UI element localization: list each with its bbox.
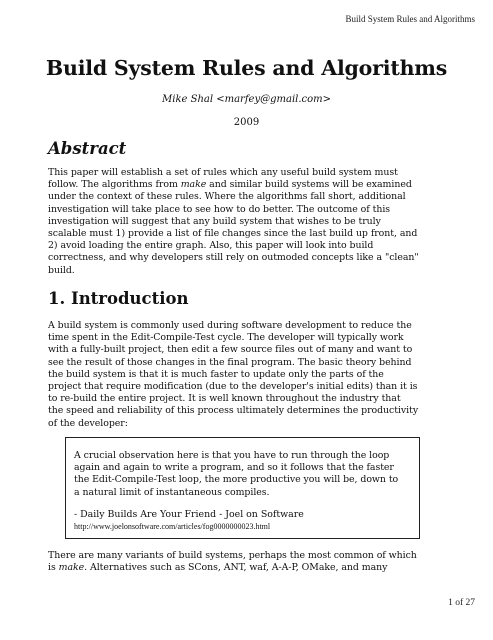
text-line: This paper will establish a set of rules which any useful build system must: [48, 167, 398, 178]
text-line: a natural limit of instantaneous compiles.: [74, 486, 270, 498]
text-line: under the context of these rules. Where the algorithms fall short, additional: [48, 191, 406, 203]
text-line: There are many variants of build systems, perhaps the most common of which: [48, 550, 417, 561]
emphasis: make: [58, 562, 85, 574]
block-quote: [65, 437, 420, 539]
text-line: is make. Alternatives such as SCons, ANT, waf, A-A-P, OMake, and many: [48, 562, 388, 574]
text-line: build.: [48, 264, 75, 276]
text-line: the speed and reliability of this process ultimately determines the productivity: [48, 405, 419, 417]
text-line: follow. The algorithms from make and similar build systems will be examined: [48, 179, 412, 191]
abstract-paragraph: [48, 167, 419, 277]
text-line: 2) avoid loading the entire graph. Also, this paper will look into build: [48, 240, 374, 252]
running-header: Build System Rules and Algorithms: [345, 14, 475, 24]
abstract-heading: Abstract: [48, 139, 127, 158]
text-line: project that require modification (due to the developer's initial edits) than it is: [48, 381, 418, 393]
text-line: A crucial observation here is that you have to run through the loop: [74, 450, 390, 461]
paper-title: Build System Rules and Algorithms: [45, 56, 448, 80]
introduction-heading: 1. Introduction: [48, 289, 189, 308]
quote-attribution: - Daily Builds Are Your Friend - Joel on Software: [74, 509, 304, 520]
page-number: 1 of 27: [448, 598, 475, 608]
text-line: A build system is commonly used during software development to reduce the: [48, 320, 412, 331]
text-line: correctness, and why developers still rely on outmoded concepts like a "clean": [48, 252, 419, 264]
text-line: to re-build the entire project. It is well known throughout the industry that: [48, 393, 401, 405]
text-line: the Edit-Compile-Test loop, the more productive you will be, down to: [74, 474, 399, 486]
text-line: investigation will suggest that any build system that wishes to be truly: [48, 215, 381, 227]
continuation-paragraph: [48, 550, 417, 574]
text-line: again and again to write a program, and so it follows that the faster: [74, 462, 394, 474]
quote-text: [74, 450, 398, 499]
quote-source-url: http://www.joelonsoftware.com/articles/fog0000000023.html: [74, 522, 271, 531]
text-line: investigation will take place to see how to do better. The outcome of this: [48, 203, 391, 215]
text-line: time spent in the Edit-Compile-Test cycle. The developer will typically work: [48, 332, 404, 344]
text-line: with a fully-built project, then edit a few source files out of many and want to: [48, 344, 413, 356]
text-line: the build system is that it is much faster to update only the parts of the: [48, 368, 384, 380]
introduction-paragraph: [48, 320, 418, 430]
publication-date: 2009: [233, 117, 260, 128]
text-line: see the result of those changes in the final program. The basic theory behind: [48, 356, 412, 368]
author-line: Mike Shal <marfey@gmail.com>: [162, 94, 331, 105]
emphasis: make: [180, 179, 207, 191]
text-line: scalable must 1) provide a list of file changes since the last build up front, and: [48, 228, 418, 240]
text-line: of the developer:: [48, 417, 128, 429]
